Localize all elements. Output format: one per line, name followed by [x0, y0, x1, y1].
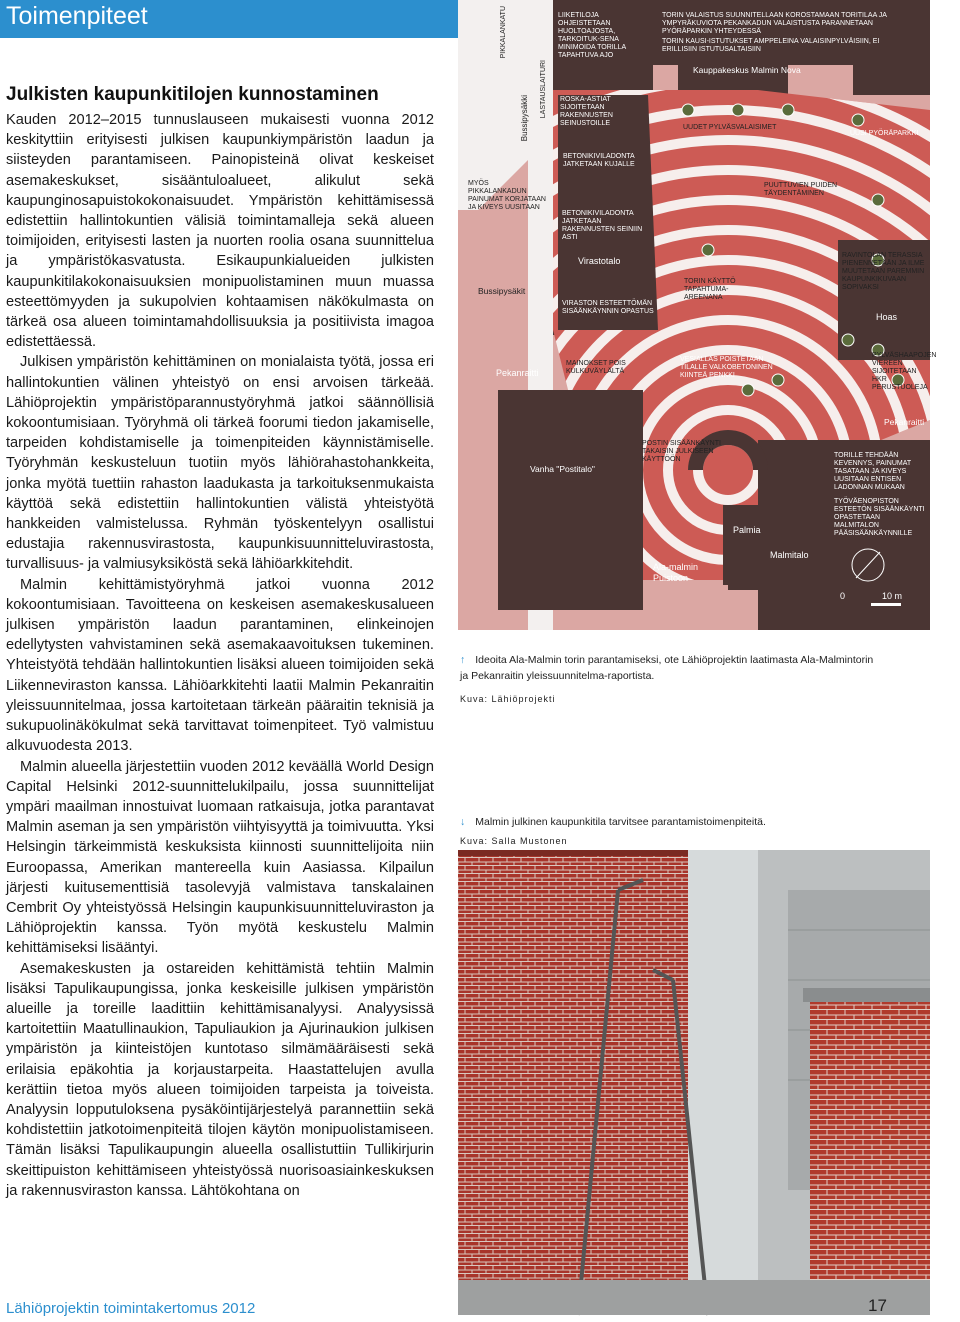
label-uudet-pylvasvalaisimet: UUDET PYLVÄSVALAISIMET — [683, 124, 777, 131]
label-roska: ROSKA-ASTIAT SIJOITETAAN RAKENNUSTEN SEINUSTOILLE — [560, 96, 613, 127]
label-bussipysakki-vertical: Bussipysäkki — [520, 95, 529, 142]
paragraph: Malmin kehittämistyöryhmä jatkoi vuonna 2012 kokoontumisiaan. Tavoitteena on keskeisen asemakeskusalueen julkisen ympäristön laadun parantaminen, elinkeinojen edellytysten vahvistaminen sekä asemakaavoituksen tukeminen. Yhteistyötä tehdään hallintokuntien lisäksi alueen toimijoiden sekä Liikenneviraston kanssa. Lähiöarkkitehti laatii Malmin Pekanraitin yleissuunnitelmaa, jossa kartoitetaan tärkeän pääraitin teknisiä ja sukupuolinäkökulmat sekä tarvittavat toimenpiteet. Työ valmistuu alkuvuodesta 2013. — [6, 576, 434, 755]
label-ravintolan-terassi: RAVINTOLAN TERASSIA PIENENNETÄÄN JA ILME MUUTETAAN PAREMMIN KAUPUNKIKUVAAN SOPIVAKSI — [842, 252, 925, 291]
label-tyovaenopisto: TYÖVÄENOPISTON ESTEETÖN SISÄÄNKÄYNTI OPASTETAAN MALMITALON PÄÄSISÄÄNKÄYNNILLE — [834, 498, 925, 537]
label-pekanraitti-right: Pekanraitti — [884, 417, 925, 427]
paragraph: Malmin alueella järjestettiin vuoden 2012 keväällä World Design Capital Helsinki 2012-suunnittelukilpailu, jossa suunnittelijat ympäri maailman innostuivat luomaan ratkaisuja, jotka parantavat Malmin aseman ja sen ympäristön viihtyisyyttä ja toimivuutta. Yksi Helsingin tärkeimmistä keskuksista kiinnosti suunnittelijoita niin Euroopassa, Amerikan mantereella kuin Aasiassa. Kilpailun järjesti kuitusementtisiä tasolevyjä valmistava tanskalainen Cembrit Oy yhteistyössä Helsingin kaupunkisuunnitteluviraston ja Lähiöprojektin kanssa. Työn myötä keskustelu Malmin kehittämiseksi lisääntyi. — [6, 758, 434, 957]
label-torille-kevennys: TORILLE TEHDÄÄN KEVENNYS, PAINUMAT TASATAAN JA KIVEYS UUSITAAN ENTISEN LADONNAN MUKAAN — [834, 452, 912, 491]
label-liiketiloja: LIIKETILOJA OHJEISTETAAN HUOLTOAJOSTA, TARKOITUK-SENA MINIMOIDA TORILLA TAPAHTUVA AJO — [558, 12, 626, 59]
paragraph: Kauden 2012–2015 tunnuslauseen mukaisesti vuonna 2012 keskityttiin erityisesti julkisen kaupunkiympäristön laadun ja siisteyden parantamiseen. Painopisteinä olivat keskeiset asemakeskukset, sisääntuloalueet, alikulut sekä kaupunginosapuistokokonaisuudet. Ympäristön kehittämisessä edistettiin hallintokuntien välisiä toimintamalleja sekä alueen toimijoiden, erityisesti lasten ja nuorten roolia osana suunnittelua ja ympäristökasvatusta. Esikaupunkialueiden julkisten kaupunkitilakokonaisuuksien monipuolistaminen muun muassa esteettömyyden ja sukupolvien kohtaamisen näkökulmasta on tärkeä osa alueen toimintamahdollisuuksia ja positiivista imagoa edistettäessä. — [6, 112, 434, 351]
paragraph: Julkisen ympäristön kehittäminen on monialaista työtä, jossa eri hallintokuntien välinen yhteistyö on ensi arvoisen tärkeää. Lähiöprojektin ympäristöparannustyöryhmä jatkoi säännöllisiä kokoontumisiaan. Työryhmä oli tärkeä foorumi tiedon jakamiselle, tarpeiden kohdistamiselle ja toimenpiteiden käynnistämiselle. Työryhmän keskusteluun tuotiin myös lähiörahastohankkeita, jonka myötä tuettiin rahaston laadukasta ja tarkoituksenmukaista käyttöä sekä edistettiin hallintokuntien välistä yhteistyötä hankkeiden valmistelussa. Ryhmän työskentelyyn osallistui edustajia rakennusvirastosta, kaupunkisuunnitteluvirastosta, turvallisuus- ja valmiusyksiköstä sekä lähiöarkkitehdit. — [6, 354, 434, 573]
map-credit: Kuva: Lähiöprojekti — [460, 694, 556, 704]
map-caption-text: Ideoita Ala-Malmin torin parantamiseksi, ote Lähiöprojektin laatimasta Ala-Malmintorin ja Pekanraitin yleissuunnitelma-raportista. — [460, 654, 874, 682]
arrow-up-icon: ↑ — [460, 654, 466, 666]
map-caption — [460, 652, 880, 684]
street-photo — [458, 850, 930, 1315]
label-vanha-postitalo: Vanha "Postitalo" — [530, 464, 595, 474]
label-kauppakeskus: Kauppakeskus Malmin Nova — [693, 65, 801, 75]
label-ala-malmin-puistoon: Ala-malmin Puistoon — [653, 562, 699, 583]
label-pylvashaapojen: PYLVÄSHAAPOJEN VIEREEN SIJOITETAAN HKR PERUSTUOLEJA — [872, 352, 937, 391]
label-pekanraitti-left: Pekanraitti — [496, 368, 539, 378]
label-myos-pikkalankadun: MYÖS PIKKALANKADUN PAINUMAT KORJATAAN JA KIVEYS UUSITAAN — [468, 180, 546, 211]
body-text — [6, 110, 434, 1201]
label-betonikivi-kujalle: BETONIKIVILADONTA JATKETAAN KUJALLE — [563, 153, 635, 168]
label-malmitalo: Malmitalo — [770, 550, 809, 560]
label-hoas: Hoas — [876, 312, 898, 322]
photo-credit: Kuva: Salla Mustonen — [460, 836, 568, 846]
label-palmia: Palmia — [733, 525, 761, 535]
label-vesiallas: VESIALLAS POISTETAAN TILALLE VALKOBETONINEN KIINTEÄ PENKKI — [680, 356, 773, 379]
label-bussipysakit: Bussipysäkit — [478, 286, 526, 296]
label-torin-kausi: TORIN KAUSI-ISTUTUKSET AMPPELEINA VALAISINPYLVÄISIIN, EI ERILLISIIN ISTUTUSALTAISIIN — [662, 38, 880, 53]
street-photo-drawing — [458, 850, 930, 1315]
label-viraston-esteeton: VIRASTON ESTEETTÖMÄN SISÄÄNKÄYNNIN OPASTUS — [562, 300, 654, 315]
page-number: 17 — [868, 1296, 887, 1315]
label-torin-valaistus: TORIN VALAISTUS SUUNNITELLAAN KOROSTAMAAN TORITILAA JA YMPYRÄKUVIOTA PEKANKADUN VALAISTUSTA PARANNETAAN PYÖRÄPARKIN YHTEYDESSÄ — [662, 12, 887, 35]
label-uusi-pyoraparkki: UUSI PYÖRÄPARKKI — [850, 130, 919, 137]
footer-publication: Lähiöprojektin toimintakertomus 2012 — [6, 1300, 256, 1317]
site-plan-map — [458, 0, 937, 630]
photo-caption-text: Malmin julkinen kaupunkitila tarvitsee parantamistoimenpiteitä. — [475, 816, 766, 828]
label-scale-10m: 10 m — [882, 591, 903, 601]
label-pikkalankatu: PIKKALANKATU — [500, 6, 507, 59]
label-torin-kaytto: TORIN KÄYTTÖ TAPAHTUMA-AREENANA — [684, 278, 736, 301]
page-header-title: Toimenpiteet — [6, 2, 148, 30]
label-mainokset: MAINOKSET POIS KULKUVÄYLÄLTÄ — [566, 360, 626, 375]
label-scale-0: 0 — [840, 591, 846, 601]
photo-caption — [460, 814, 880, 830]
label-postin-sisaankaynti: POSTIN SISÄÄNKÄYNTI TAKAISIN JULKISEEN KÄYTTÖÖN — [642, 440, 721, 463]
section-title: Julkisten kaupunkitilojen kunnostaminen — [6, 84, 379, 105]
header-bar — [0, 0, 458, 38]
paragraph: Asemakeskusten ja ostareiden kehittämistä tehtiin Malmin lisäksi Tapulikaupungissa, jonka keskeisille julkisen ympäristön alueille ja toreille laadittiin kehittämisanalyysi. Analyysissä kartoitettiin Maatullinaukion, Tapuliaukion ja Ajurinaukion julkisen ympäristön ja kiinteistöjen kuntotaso silmämääräisesti sekä erilaisia epäkohtia ja korjaustarpeita. Haastattelujen avulla kerättiin tietoa myös alueen toimijoiden tarpeista ja toiveista. Analyysin lopputuloksena pysäköintijärjestelyä parannettiin sekä kohdistettiin jatkotoimenpiteitä tilojen käytön monipuolistamiseen. Tämän lisäksi Tapulikaupungin alueella osallistuttiin Tullikirjurin skeittipuiston kehittämiseen yhteistyössä nuorisoasiainkeskuksen ja rakennusviraston kanssa. Lähtökohtana on — [6, 960, 434, 1199]
label-betonikivi-seiniin: BETONIKIVILADONTA JATKETAAN RAKENNUSTEN SEINIIN ASTI — [562, 210, 643, 241]
arrow-down-icon: ↓ — [460, 816, 466, 828]
label-lastauslaituri: LASTAUSLAITURI — [540, 60, 547, 119]
label-puuttuvien-puiden: PUUTTUVIEN PUIDEN TÄYDENTÄMINEN — [764, 182, 838, 197]
label-virastotalo: Virastotalo — [578, 256, 621, 266]
